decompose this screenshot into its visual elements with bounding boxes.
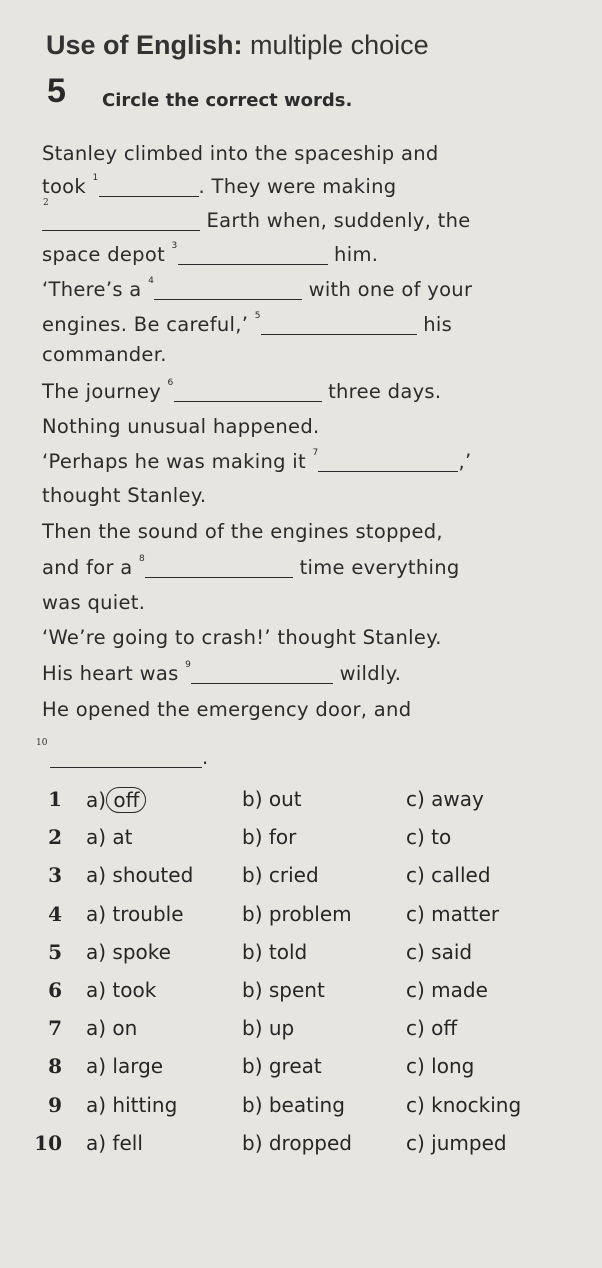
option-number: 5 (48, 939, 62, 964)
passage-line-2: took $^1$ . They were making (42, 173, 397, 198)
passage-line-8: The journey $^6$ three days. (42, 378, 442, 403)
gap-blank-2 (42, 214, 200, 231)
passage-line-9: Nothing unusual happened. (42, 415, 320, 438)
option-letter: b) (242, 1016, 263, 1041)
option-b[interactable] (242, 787, 302, 811)
passage-line-14: was quiet. (42, 591, 146, 614)
option-word: problem (268, 901, 352, 926)
option-word: away (431, 787, 484, 811)
option-letter: a) (86, 901, 107, 926)
exercise-instruction: Circle the correct words. (102, 90, 353, 111)
gap-blank-1 (99, 180, 199, 197)
option-word: large (112, 1054, 164, 1079)
option-word: knocking (431, 1092, 522, 1117)
gap-blank-7 (318, 455, 458, 472)
option-letter: a) (86, 1092, 107, 1117)
option-b[interactable] (242, 1131, 352, 1155)
passage-line-5: ‘There’s a $^4$ with one of your (42, 276, 473, 301)
option-a[interactable] (86, 825, 133, 849)
passage-line-15: ‘We’re going to crash!’ thought Stanley. (42, 626, 442, 649)
passage-line-11: thought Stanley. (42, 484, 207, 507)
option-letter: c) (406, 901, 425, 926)
gap-blank-5 (261, 318, 417, 335)
passage-line-13: and for a $^8$ time everything (42, 554, 460, 579)
option-a[interactable] (86, 1131, 143, 1155)
option-a[interactable] (86, 787, 146, 813)
passage-line-17: He opened the emergency door, and (42, 698, 412, 721)
option-letter: c) (406, 787, 425, 811)
option-word-circled: off (106, 787, 146, 813)
option-c[interactable] (406, 863, 491, 887)
option-b[interactable] (242, 1093, 345, 1117)
passage-line-3: Earth when, suddenly, the (42, 209, 471, 232)
option-row (0, 787, 602, 817)
option-row (0, 1131, 602, 1161)
option-b[interactable] (242, 1054, 322, 1078)
gap-number-1: 1 (92, 173, 99, 183)
gap-number-9: 9 (185, 660, 192, 670)
section-title-bold: Use of English: (46, 30, 243, 60)
option-row (0, 1093, 602, 1123)
option-c[interactable] (406, 825, 451, 849)
option-number: 4 (48, 901, 62, 926)
option-letter: a) (86, 1130, 107, 1155)
option-word: jumped (431, 1130, 507, 1155)
option-letter: c) (406, 1130, 425, 1155)
option-letter: a) (86, 939, 107, 964)
option-c[interactable] (406, 1016, 457, 1040)
section-title (46, 30, 429, 61)
gap-number-6: 6 (167, 378, 174, 388)
option-a[interactable] (86, 863, 193, 887)
gap-blank-6 (174, 385, 322, 402)
option-letter: c) (406, 939, 425, 964)
gap-number-8: 8 (139, 554, 146, 564)
option-a[interactable] (86, 1054, 163, 1078)
gap-number-4: 4 (148, 276, 155, 286)
option-number: 3 (48, 863, 62, 888)
option-word: at (112, 825, 133, 850)
gap-blank-10 (50, 751, 202, 768)
option-number: 7 (48, 1016, 62, 1041)
option-word: trouble (112, 901, 184, 926)
option-row (0, 825, 602, 855)
option-letter: a) (86, 1016, 107, 1041)
passage-line-16: His heart was $^9$ wildly. (42, 660, 402, 685)
option-letter: b) (242, 863, 263, 888)
option-a[interactable] (86, 978, 156, 1002)
option-word: for (268, 825, 297, 850)
option-letter: b) (242, 901, 263, 926)
option-word: off (431, 1016, 458, 1041)
option-c[interactable] (406, 940, 472, 964)
option-word: to (431, 825, 452, 850)
option-word: made (431, 978, 488, 1002)
option-letter: c) (406, 1092, 425, 1117)
option-a[interactable] (86, 902, 184, 926)
gap-number-2: 2 (43, 198, 49, 208)
option-letter: a) (86, 788, 107, 812)
option-word: took (112, 978, 157, 1002)
option-c[interactable] (406, 1093, 521, 1117)
option-c[interactable] (406, 978, 488, 1002)
option-row (0, 940, 602, 970)
option-number: 1 (48, 787, 62, 811)
option-letter: a) (86, 978, 107, 1002)
option-a[interactable] (86, 1093, 177, 1117)
option-letter: a) (86, 863, 107, 888)
option-letter: b) (242, 1054, 263, 1079)
passage-line-6: engines. Be careful,’ $^5$ his (42, 311, 453, 336)
option-a[interactable] (86, 940, 171, 964)
gap-number-3: 3 (171, 241, 178, 251)
option-number: 10 (34, 1130, 62, 1155)
gap-blank-4 (154, 283, 302, 300)
option-word: spoke (112, 939, 171, 964)
gap-blank-3 (178, 248, 328, 265)
gap-blank-8 (145, 561, 293, 578)
option-number: 2 (48, 825, 62, 850)
passage-line-1: Stanley climbed into the spaceship and (42, 142, 439, 165)
passage-line-4: space depot $^3$ him. (42, 241, 379, 266)
option-b[interactable] (242, 978, 325, 1002)
option-letter: b) (242, 939, 263, 964)
option-a[interactable] (86, 1016, 137, 1040)
option-word: shouted (112, 863, 194, 888)
option-number: 9 (48, 1092, 62, 1117)
option-letter: b) (242, 787, 263, 811)
option-row (0, 1016, 602, 1046)
option-word: matter (431, 901, 500, 926)
option-letter: b) (242, 1092, 263, 1117)
option-c[interactable] (406, 1054, 474, 1078)
option-word: up (268, 1016, 295, 1041)
option-word: hitting (112, 1092, 178, 1117)
option-b[interactable] (242, 825, 296, 849)
option-b[interactable] (242, 863, 319, 887)
option-word: long (431, 1054, 475, 1079)
option-letter: b) (242, 825, 263, 850)
option-row (0, 902, 602, 932)
option-b[interactable] (242, 940, 307, 964)
option-word: on (112, 1016, 138, 1041)
option-row (0, 1054, 602, 1084)
option-letter: c) (406, 1016, 425, 1041)
option-word: called (431, 863, 491, 888)
option-letter: a) (86, 1054, 107, 1079)
option-word: great (268, 1054, 322, 1079)
option-word: beating (268, 1092, 345, 1117)
option-letter: b) (242, 1130, 263, 1155)
exercise-number: 5 (47, 72, 66, 110)
option-c[interactable] (406, 1131, 507, 1155)
passage-line-18: . (50, 746, 209, 769)
option-c[interactable] (406, 902, 499, 926)
gap-number-5: 5 (254, 311, 261, 321)
passage-line-7: commander. (42, 343, 167, 366)
option-number: 8 (48, 1054, 62, 1079)
option-letter: c) (406, 825, 425, 850)
passage-line-12: Then the sound of the engines stopped, (42, 520, 443, 543)
option-letter: c) (406, 863, 425, 888)
gap-number-10: 10 (36, 738, 48, 748)
option-word: said (431, 939, 473, 964)
option-number: 6 (48, 978, 62, 1002)
option-word: told (268, 939, 308, 964)
option-row (0, 978, 602, 1008)
option-word: spent (268, 978, 325, 1002)
option-row (0, 863, 602, 893)
section-title-rest: multiple choice (250, 30, 429, 60)
option-letter: b) (242, 978, 263, 1002)
option-c[interactable] (406, 787, 484, 811)
option-word: fell (112, 1130, 143, 1155)
option-b[interactable] (242, 1016, 294, 1040)
option-letter: a) (86, 825, 107, 850)
option-word: cried (268, 863, 319, 888)
gap-blank-9 (191, 667, 333, 684)
option-word: dropped (268, 1130, 352, 1155)
option-letter: c) (406, 1054, 425, 1079)
passage-line-10: ‘Perhaps he was making it $^7$ ,’ (42, 448, 472, 473)
option-word: out (268, 787, 302, 811)
option-letter: c) (406, 978, 425, 1002)
option-b[interactable] (242, 902, 352, 926)
gap-number-7: 7 (312, 448, 319, 458)
